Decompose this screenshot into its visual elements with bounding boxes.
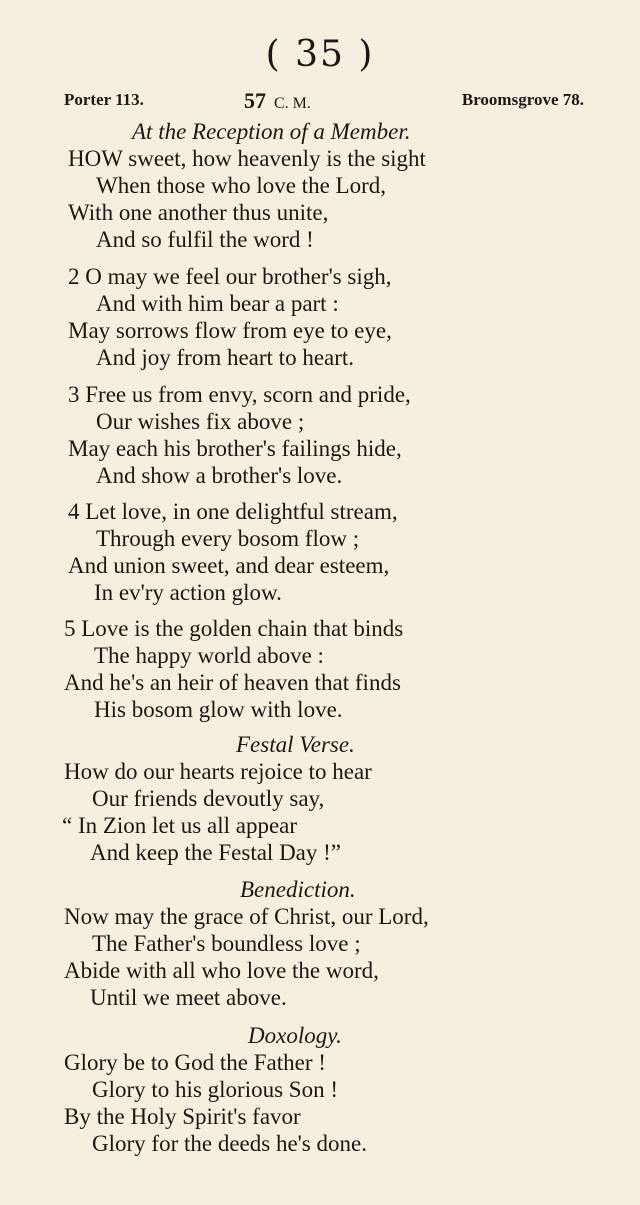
verse-line: And with him bear a part :: [96, 291, 339, 316]
verse-line: “ In Zion let us all appear: [62, 813, 298, 838]
verse-line: 2 O may we feel our brother's sigh,: [68, 264, 392, 289]
verse-line: And joy from heart to heart.: [96, 345, 355, 370]
verse-line: Glory to his glorious Son !: [92, 1077, 338, 1102]
verse-line: Our friends devoutly say,: [92, 786, 325, 811]
verse-line: By the Holy Spirit's favor: [64, 1104, 301, 1129]
verse-line: And so fulfil the word !: [96, 227, 314, 252]
hymn-number: 57: [244, 88, 266, 113]
hymn-title: At the Reception of a Member.: [132, 119, 411, 144]
verse-line: Now may the grace of Christ, our Lord,: [64, 904, 429, 929]
verse-line: With one another thus unite,: [68, 200, 329, 225]
verse-line: How do our hearts rejoice to hear: [64, 759, 372, 784]
verse-line: Glory be to God the Father !: [64, 1050, 326, 1075]
verse-line: His bosom glow with love.: [94, 697, 343, 722]
verse-line: The happy world above :: [94, 643, 324, 668]
verse-line: And he's an heir of heaven that finds: [64, 670, 401, 695]
verse-line: HOW sweet, how heavenly is the sight: [68, 146, 426, 171]
hymn-number-metre: [244, 88, 311, 114]
verse-line: 5 Love is the golden chain that binds: [64, 616, 404, 641]
verse-line: 4 Let love, in one delightful stream,: [68, 499, 398, 524]
hymn-metre: C. M.: [274, 95, 311, 112]
verse-line: Our wishes fix above ;: [96, 409, 305, 434]
verse-line: 3 Free us from envy, scorn and pride,: [68, 382, 411, 407]
page-number: ( 35 ): [265, 34, 375, 75]
verse-line: Glory for the deeds he's done.: [92, 1131, 367, 1156]
tune-reference-right: Broomsgrove 78.: [461, 90, 584, 109]
verse-line: May sorrows flow from eye to eye,: [68, 318, 392, 343]
verse-line: And keep the Festal Day !”: [90, 840, 342, 865]
verse-line: In ev'ry action glow.: [94, 580, 282, 605]
verse-line: Through every bosom flow ;: [96, 526, 360, 551]
hymn-meta-line: [64, 88, 584, 114]
verse-line: Until we meet above.: [90, 985, 287, 1010]
doxology-title: Doxology.: [248, 1023, 342, 1048]
verse-line: May each his brother's failings hide,: [68, 436, 402, 461]
festal-verse-title: Festal Verse.: [236, 732, 355, 757]
verse-line: The Father's boundless love ;: [92, 931, 361, 956]
verse-line: And show a brother's love.: [96, 463, 343, 488]
verse-line: And union sweet, and dear esteem,: [68, 553, 390, 578]
verse-line: When those who love the Lord,: [96, 173, 386, 198]
benediction-title: Benediction.: [240, 877, 356, 902]
tune-reference-left: Porter 113.: [64, 90, 144, 109]
verse-line: Abide with all who love the word,: [64, 958, 379, 983]
